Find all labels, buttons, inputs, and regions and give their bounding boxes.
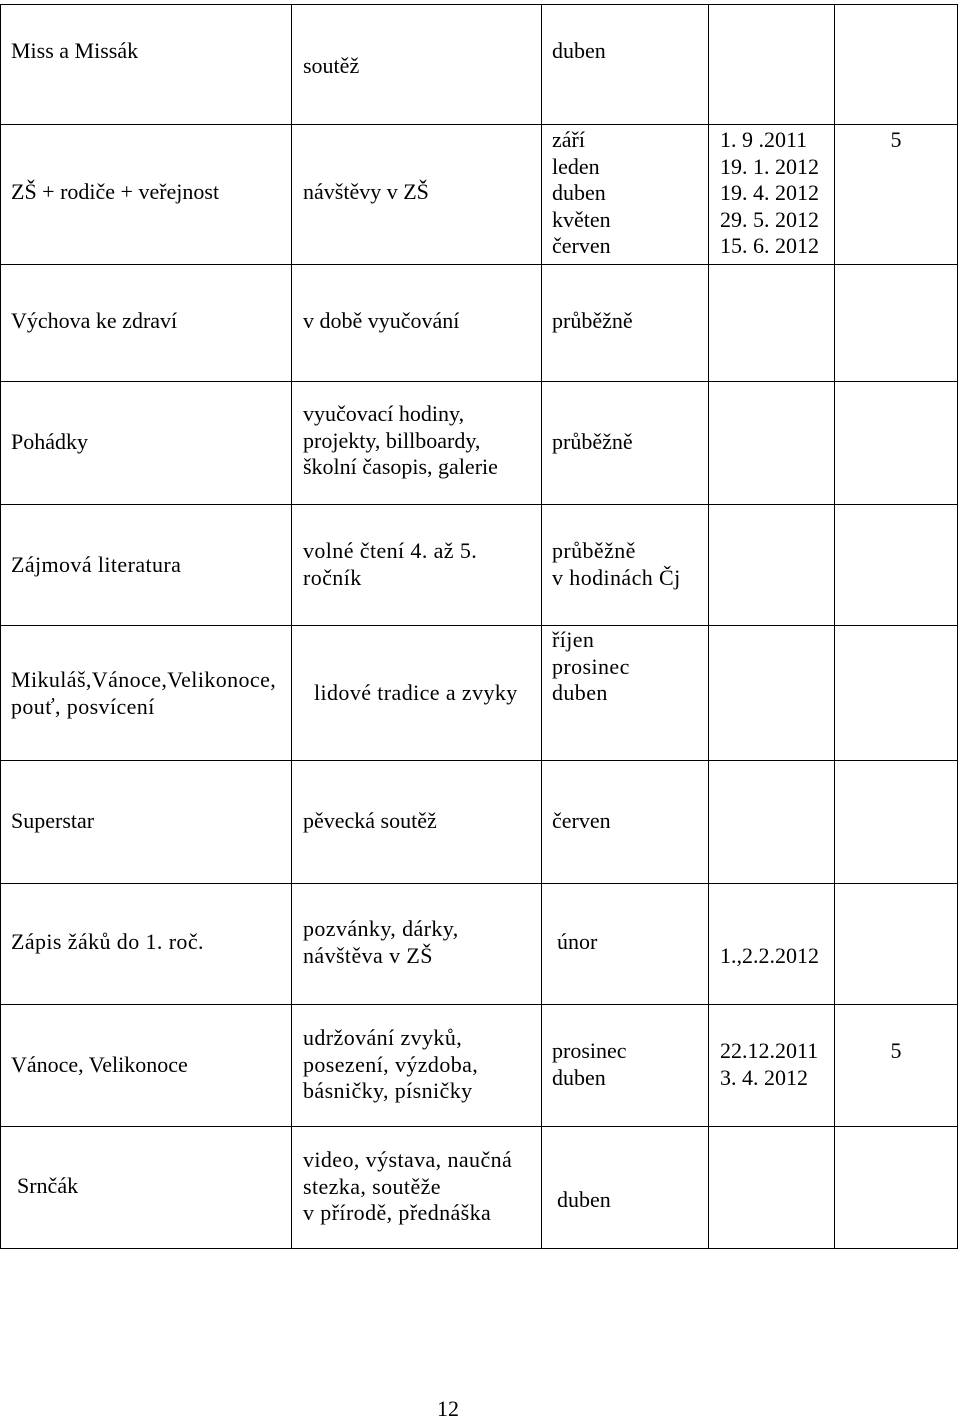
activity-text: Miss a Missák — [11, 38, 139, 63]
date-cell — [709, 1005, 835, 1127]
activity-cell — [1, 125, 292, 265]
count-cell — [835, 5, 958, 125]
term-text: červen — [552, 808, 611, 833]
form-text: vyučovací hodiny, — [303, 401, 465, 426]
table-row — [1, 382, 958, 505]
form-text: soutěž — [303, 53, 360, 78]
form-text: stezka, soutěže — [303, 1173, 441, 1199]
term-cell — [542, 505, 709, 626]
form-text: pěvecká soutěž — [303, 808, 437, 833]
table-row — [1, 1005, 958, 1127]
date-cell — [709, 265, 835, 382]
activity-text: ZŠ + rodiče + veřejnost — [11, 179, 220, 204]
date-text: 1.,2.2.2012 — [720, 943, 819, 968]
term-text: září — [552, 127, 585, 152]
count-text: 5 — [890, 127, 902, 152]
activity-text: Mikuláš,Vánoce,Velikonoce, — [11, 667, 277, 692]
term-cell — [542, 761, 709, 884]
form-text: v přírodě, přednáška — [303, 1200, 492, 1225]
activity-cell — [1, 382, 292, 505]
activity-text: Pohádky — [11, 429, 88, 454]
count-cell — [835, 1127, 958, 1249]
form-text: básničky, písničky — [303, 1078, 473, 1103]
table-row — [1, 265, 958, 382]
activity-text: Zápis žáků do 1. roč. — [11, 929, 204, 954]
term-text: duben — [552, 1064, 606, 1090]
activity-cell — [1, 1005, 292, 1127]
count-text: 5 — [890, 1038, 902, 1063]
activity-cell — [1, 265, 292, 382]
form-cell — [292, 5, 542, 125]
count-cell — [835, 382, 958, 505]
count-cell — [835, 265, 958, 382]
term-cell — [542, 1005, 709, 1127]
form-cell — [292, 1005, 542, 1127]
term-text: duben — [552, 38, 606, 63]
count-cell — [835, 505, 958, 626]
form-cell — [292, 125, 542, 265]
activity-text: pouť, posvícení — [11, 693, 155, 719]
form-text: posezení, výzdoba, — [303, 1051, 479, 1077]
table-row — [1, 505, 958, 626]
activity-text: Srnčák — [17, 1173, 79, 1198]
term-cell — [542, 884, 709, 1005]
activity-cell — [1, 505, 292, 626]
count-cell — [835, 884, 958, 1005]
date-cell — [709, 382, 835, 505]
form-text: návštěvy v ZŠ — [303, 179, 429, 204]
date-cell — [709, 125, 835, 265]
term-cell — [542, 5, 709, 125]
term-text: v hodinách Čj — [552, 564, 681, 590]
date-text: 19. 1. 2012 — [720, 153, 819, 179]
term-cell — [542, 626, 709, 761]
count-cell — [835, 1005, 958, 1127]
form-cell — [292, 761, 542, 884]
form-text: pozvánky, dárky, — [303, 916, 459, 941]
term-text: červen — [552, 233, 611, 258]
form-cell — [292, 505, 542, 626]
date-cell — [709, 5, 835, 125]
form-text: video, výstava, naučná — [303, 1147, 513, 1172]
date-cell — [709, 884, 835, 1005]
activity-text: Superstar — [11, 808, 95, 833]
activity-text: Zájmová literatura — [11, 552, 182, 577]
activity-cell — [1, 1127, 292, 1249]
count-cell — [835, 626, 958, 761]
form-text: lidové tradice a zvyky — [314, 680, 518, 705]
form-text: volné čtení 4. až 5. — [303, 538, 478, 563]
activity-cell — [1, 5, 292, 125]
term-text: duben — [552, 680, 608, 705]
date-text: 1. 9 .2011 — [720, 127, 808, 152]
date-cell — [709, 1127, 835, 1249]
activity-cell — [1, 626, 292, 761]
form-text: v době vyučování — [303, 308, 460, 333]
form-text: projekty, billboardy, — [303, 427, 481, 453]
date-text: 22.12.2011 — [720, 1038, 819, 1063]
form-text: školní časopis, galerie — [303, 454, 498, 479]
term-text: duben — [557, 1187, 611, 1212]
date-cell — [709, 626, 835, 761]
activities-table — [0, 4, 958, 1249]
term-text: prosinec — [552, 653, 630, 679]
activity-cell — [1, 761, 292, 884]
term-text: prosinec — [552, 1038, 627, 1063]
form-text: udržování zvyků, — [303, 1025, 463, 1050]
term-text: průběžně — [552, 538, 636, 563]
activity-cell — [1, 884, 292, 1005]
date-cell — [709, 505, 835, 626]
table-row — [1, 884, 958, 1005]
term-text: průběžně — [552, 429, 633, 454]
date-text: 15. 6. 2012 — [720, 233, 819, 258]
form-text: návštěva v ZŠ — [303, 942, 433, 968]
count-cell — [835, 761, 958, 884]
count-cell — [835, 125, 958, 265]
term-text: leden — [552, 153, 600, 179]
table-row — [1, 761, 958, 884]
form-text: ročník — [303, 564, 362, 590]
date-text: 29. 5. 2012 — [720, 206, 819, 232]
term-text: říjen — [552, 627, 595, 652]
form-cell — [292, 382, 542, 505]
activity-text: Vánoce, Velikonoce — [11, 1052, 188, 1077]
term-cell — [542, 382, 709, 505]
term-text: únor — [557, 929, 598, 954]
table-row — [1, 626, 958, 761]
form-cell — [292, 884, 542, 1005]
term-text: květen — [552, 206, 611, 232]
date-cell — [709, 761, 835, 884]
table-row — [1, 1127, 958, 1249]
date-text: 3. 4. 2012 — [720, 1064, 808, 1090]
page-number: 12 — [437, 1396, 459, 1421]
term-cell — [542, 1127, 709, 1249]
term-cell — [542, 125, 709, 265]
form-cell — [292, 626, 542, 761]
term-cell — [542, 265, 709, 382]
form-cell — [292, 1127, 542, 1249]
term-text: průběžně — [552, 308, 633, 333]
table-row — [1, 5, 958, 125]
date-text: 19. 4. 2012 — [720, 180, 819, 205]
activity-text: Výchova ke zdraví — [11, 308, 178, 333]
table-row — [1, 125, 958, 265]
form-cell — [292, 265, 542, 382]
term-text: duben — [552, 180, 606, 205]
